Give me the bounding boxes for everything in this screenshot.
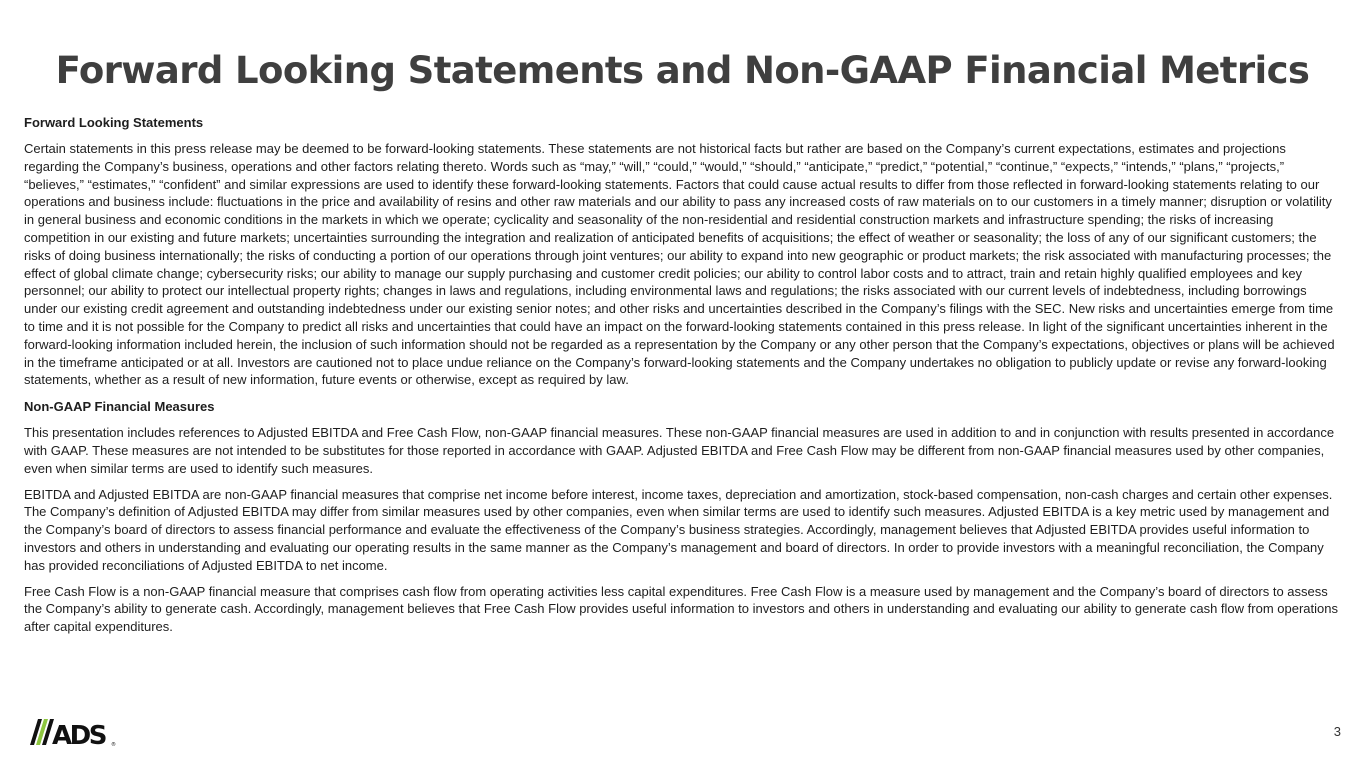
non-gaap-intro-paragraph: This presentation includes references to Adjusted EBITDA and Free Cash Flow, non-GAAP financial measures. These non-GAAP financial measures are used in addition to and in conjunction with results presented in accordance with GAAP. These measures are not intended to be substitutes for those reported in accordance with GAAP. Adjusted EBITDA and Free Cash Flow may be different from non-GAAP financial measures used by other companies, even when similar terms are used to identify such measures. (24, 425, 1335, 476)
adjusted-ebitda-paragraph: EBITDA and Adjusted EBITDA are non-GAAP financial measures that comprise net income before interest, income taxes, depreciation and amortization, stock-based compensation, non-cash charges and certain other expenses. The Company’s definition of Adjusted EBITDA may differ from similar measures used by other companies, even when similar terms are used to identify such measures. Adjusted EBITDA is a key metric used by management and the Company’s board of directors to assess financial performance and evaluate the effectiveness of the Company’s business strategies. Accordingly, management believes that Adjusted EBITDA provides useful information to investors and others in understanding and evaluating our operating results in the same manner as the Company’s management and board of directors. In order to provide investors with a meaningful reconciliation, the Company has provided reconciliations of Adjusted EBITDA to net income. (24, 486, 1333, 573)
ads-logo (30, 715, 120, 749)
page-number: 3 (1333, 724, 1341, 739)
disclaimer-content (24, 113, 1342, 636)
logo-wordmark: ADS (52, 721, 105, 749)
section-heading-forward-looking: Forward Looking Statements (24, 115, 204, 130)
logo-trademark: ® (111, 742, 116, 748)
free-cash-flow-paragraph: Free Cash Flow is a non-GAAP financial measure that comprises cash flow from operating activities less capital expenditures. Free Cash Flow is a measure used by management and the Company’s board of directors to assess the Company’s ability to generate cash. Accordingly, management believes that Free Cash Flow provides useful information to investors and others in understanding and evaluating our ability to generate cash flow from operations after capital expenditures. (24, 583, 1338, 635)
page-title: Forward Looking Statements and Non-GAAP Financial Metrics (55, 49, 1310, 92)
section-heading-non-gaap: Non-GAAP Financial Measures (24, 399, 215, 415)
forward-looking-paragraph: Certain statements in this press release may be deemed to be forward-looking statements. These statements are not historical facts but rather are based on the Company’s current expectations, estimates and projections regarding the Company’s business, operations and other factors relating thereto. Words such as “may,” “will,” “could,” “would,” “should,” “anticipate,” “predict,” “potential,” “continue,” “expects,” “intends,” “plans,” “projects,” “believes,” “estimates,” “confident” and similar expressions are used to identify these forward-looking statements. Factors that could cause actual results to differ from those reflected in forward-looking statements relating to our operations and business include: fluctuations in the price and availability of resins and other raw materials and our ability to pass any increased costs of raw materials on to our customers in a timely manner; disruption or volatility in general business and economic conditions in the markets in which we operate; cyclicality and seasonality of the non-residential and residential construction markets and infrastructure spending; the risks of increasing competition in our existing and future markets; uncertainties surrounding the integration and realization of anticipated benefits of acquisitions; the effect of weather or seasonality; the loss of any of our significant customers; the risks of doing business internationally; the risks of conducting a portion of our operations through joint ventures; our ability to expand into new geographic or product markets; the risk associated with manufacturing processes; the effect of global climate change; cybersecurity risks; our ability to manage our supply purchasing and customer credit policies; our ability to control labor costs and to attract, train and retain highly qualified employees and key personnel; our ability to protect our intellectual property rights; changes in laws and regulations, including environmental laws and regulations; the risks associated with our current levels of indebtedness, including borrowings under our existing credit agreement and outstanding indebtedness under our existing senior notes; and other risks and uncertainties described in the Company’s filings with the SEC. New risks and uncertainties emerge from time to time and it is not possible for the Company to predict all risks and uncertainties that could have an impact on the forward-looking statements contained in this press release. In light of the significant uncertainties inherent in the forward-looking information included herein, the inclusion of such information should not be regarded as a representation by the Company or any other person that the Company’s expectations, objectives or plans will be achieved in the timeframe anticipated or at all. Investors are cautioned not to place undue reliance on the Company’s forward-looking statements and the Company undertakes no obligation to publicly update or revise any forward-looking statements, whether as a result of new information, future events or otherwise, except as required by law. (24, 141, 1335, 388)
